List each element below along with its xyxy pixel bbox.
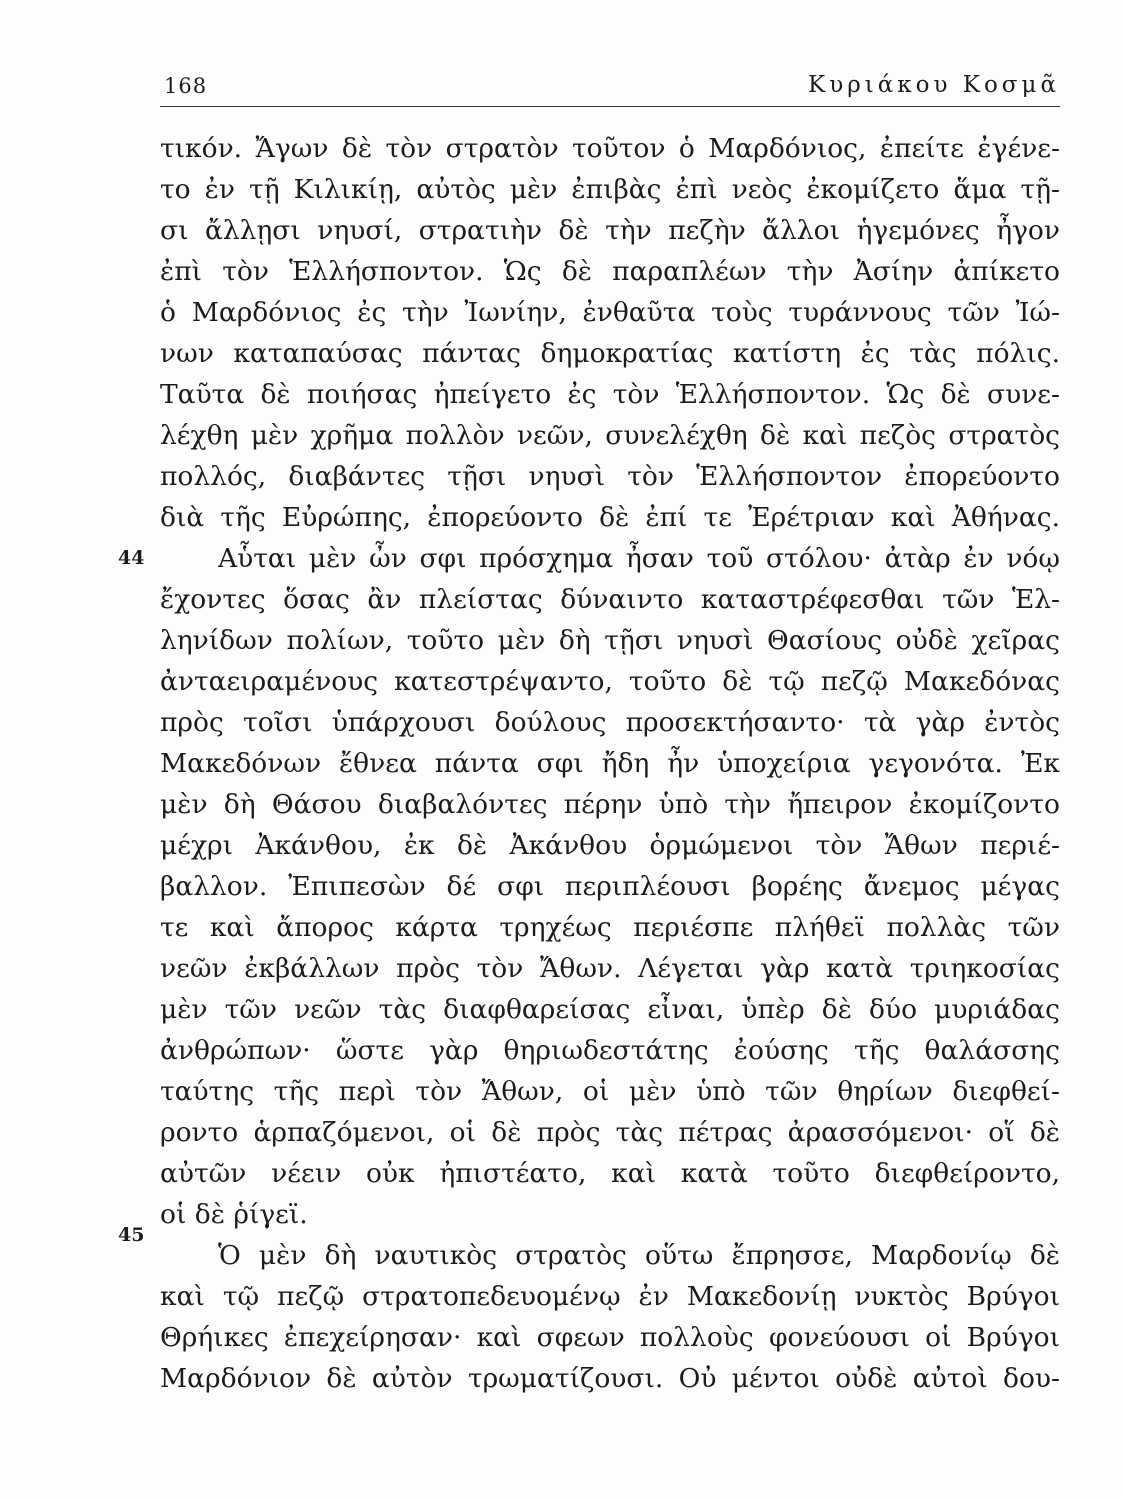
page-header <box>160 68 1060 104</box>
text-line: ὁ Μαρδόνιος ἐς τὴν Ἰωνίην, ἐνθαῦτα τοὺς τυράννους τῶν Ἰώ- <box>160 297 1060 328</box>
text-line: ἐπὶ τὸν Ἑλλήσποντον. Ὡς δὲ παραπλέων τὴν Ἀσίην ἀπίκετο <box>160 256 1060 287</box>
text-line: πρὸς τοῖσι ὑπάρχουσι δούλους προσεκτήσαντο· τὰ γὰρ ἐντὸς <box>160 707 1060 738</box>
section-number-45: 45 <box>118 1224 145 1246</box>
text-body <box>160 128 1060 1399</box>
text-line: ταύτης τῆς περὶ τὸν Ἄθων, οἱ μὲν ὑπὸ τῶν θηρίων διεφθεί- <box>160 1076 1060 1107</box>
paragraph-start-44: Αὗται μὲν ὦν σφι πρόσχημα ἦσαν τοῦ στόλου· ἀτὰρ ἐν νόῳ <box>218 543 1060 574</box>
text-line: λέχθη μὲν χρῆμα πολλὸν νεῶν, συνελέχθη δὲ καὶ πεζὸς στρατὸς <box>160 420 1060 451</box>
paragraph-start-45: Ὁ μὲν δὴ ναυτικὸς στρατὸς οὕτω ἔπρησσε, Μαρδονίῳ δὲ <box>218 1240 1060 1271</box>
text-line: τε καὶ ἄπορος κάρτα τρηχέως περιέσπε πλήθεϊ πολλὰς τῶν <box>160 912 1060 943</box>
text-line: διὰ τῆς Εὐρώπης, ἐπορεύοντο δὲ ἐπί τε Ἐρέτριαν καὶ Ἀθήνας. <box>160 502 1060 533</box>
paragraph-end-line: οἱ δὲ ῥίγεϊ. <box>160 1199 308 1230</box>
text-line: το ἐν τῇ Κιλικίῃ, αὐτὸς μὲν ἐπιβὰς ἐπὶ νεὸς ἐκομίζετο ἅμα τῇ- <box>160 174 1060 205</box>
header-rule <box>160 106 1060 107</box>
running-head: Κυριάκου Κοσμᾶ <box>808 72 1060 98</box>
text-line: Μαρδόνιον δὲ αὐτὸν τρωματίζουσι. Οὐ μέντοι οὐδὲ αὐτοὶ δου- <box>160 1363 1060 1394</box>
section-number-44: 44 <box>118 547 145 569</box>
text-line: νεῶν ἐκβάλλων πρὸς τὸν Ἄθων. Λέγεται γὰρ κατὰ τριηκοσίας <box>160 953 1060 984</box>
text-line: μέχρι Ἀκάνθου, ἐκ δὲ Ἀκάνθου ὁρμώμενοι τὸν Ἄθων περιέ- <box>160 830 1060 861</box>
text-line: Ταῦτα δὲ ποιήσας ἠπείγετο ἐς τὸν Ἑλλήσποντον. Ὡς δὲ συνε- <box>160 379 1060 410</box>
text-line: βαλλον. Ἐπιπεσὼν δέ σφι περιπλέουσι βορέης ἄνεμος μέγας <box>160 871 1060 902</box>
text-line: πολλός, διαβάντες τῇσι νηυσὶ τὸν Ἑλλήσποντον ἐπορεύοντο <box>160 461 1060 492</box>
text-line: αὐτῶν νέειν οὐκ ἠπιστέατο, καὶ κατὰ τοῦτο διεφθείροντο, <box>160 1158 1060 1189</box>
text-line: ληνίδων πολίων, τοῦτο μὲν δὴ τῇσι νηυσὶ Θασίους οὐδὲ χεῖρας <box>160 625 1060 656</box>
text-line: νων καταπαύσας πάντας δημοκρατίας κατίστη ἐς τὰς πόλις. <box>160 338 1060 369</box>
text-line: Θρήικες ἐπεχείρησαν· καὶ σφεων πολλοὺς φονεύουσι οἱ Βρύγοι <box>160 1322 1060 1353</box>
text-line: τικόν. Ἄγων δὲ τὸν στρατὸν τοῦτον ὁ Μαρδόνιος, ἐπείτε ἐγένε- <box>160 133 1060 164</box>
text-line: Μακεδόνων ἔθνεα πάντα σφι ἤδη ἦν ὑποχείρια γεγονότα. Ἐκ <box>160 748 1060 779</box>
text-line: σι ἄλλῃσι νηυσί, στρατιὴν δὲ τὴν πεζὴν ἄλλοι ἡγεμόνες ἦγον <box>160 215 1060 246</box>
text-line: μὲν δὴ Θάσου διαβαλόντες πέρην ὑπὸ τὴν ἤπειρον ἐκομίζοντο <box>160 789 1060 820</box>
text-line: μὲν τῶν νεῶν τὰς διαφθαρείσας εἶναι, ὑπὲρ δὲ δύο μυριάδας <box>160 994 1060 1025</box>
text-line: ἀνθρώπων· ὥστε γὰρ θηριωδεστάτης ἐούσης τῆς θαλάσσης <box>160 1035 1060 1066</box>
text-line: καὶ τῷ πεζῷ στρατοπεδευομένῳ ἐν Μακεδονίῃ νυκτὸς Βρύγοι <box>160 1281 1060 1312</box>
text-line: ἔχοντες ὅσας ἂν πλείστας δύναιντο καταστρέφεσθαι τῶν Ἑλ- <box>160 584 1060 615</box>
text-line: ἀνταειραμένους κατεστρέψαντο, τοῦτο δὲ τῷ πεζῷ Μακεδόνας <box>160 666 1060 697</box>
text-line: ροντο ἁρπαζόμενοι, οἱ δὲ πρὸς τὰς πέτρας ἀρασσόμενοι· οἵ δὲ <box>160 1117 1060 1148</box>
page-number: 168 <box>164 74 208 98</box>
